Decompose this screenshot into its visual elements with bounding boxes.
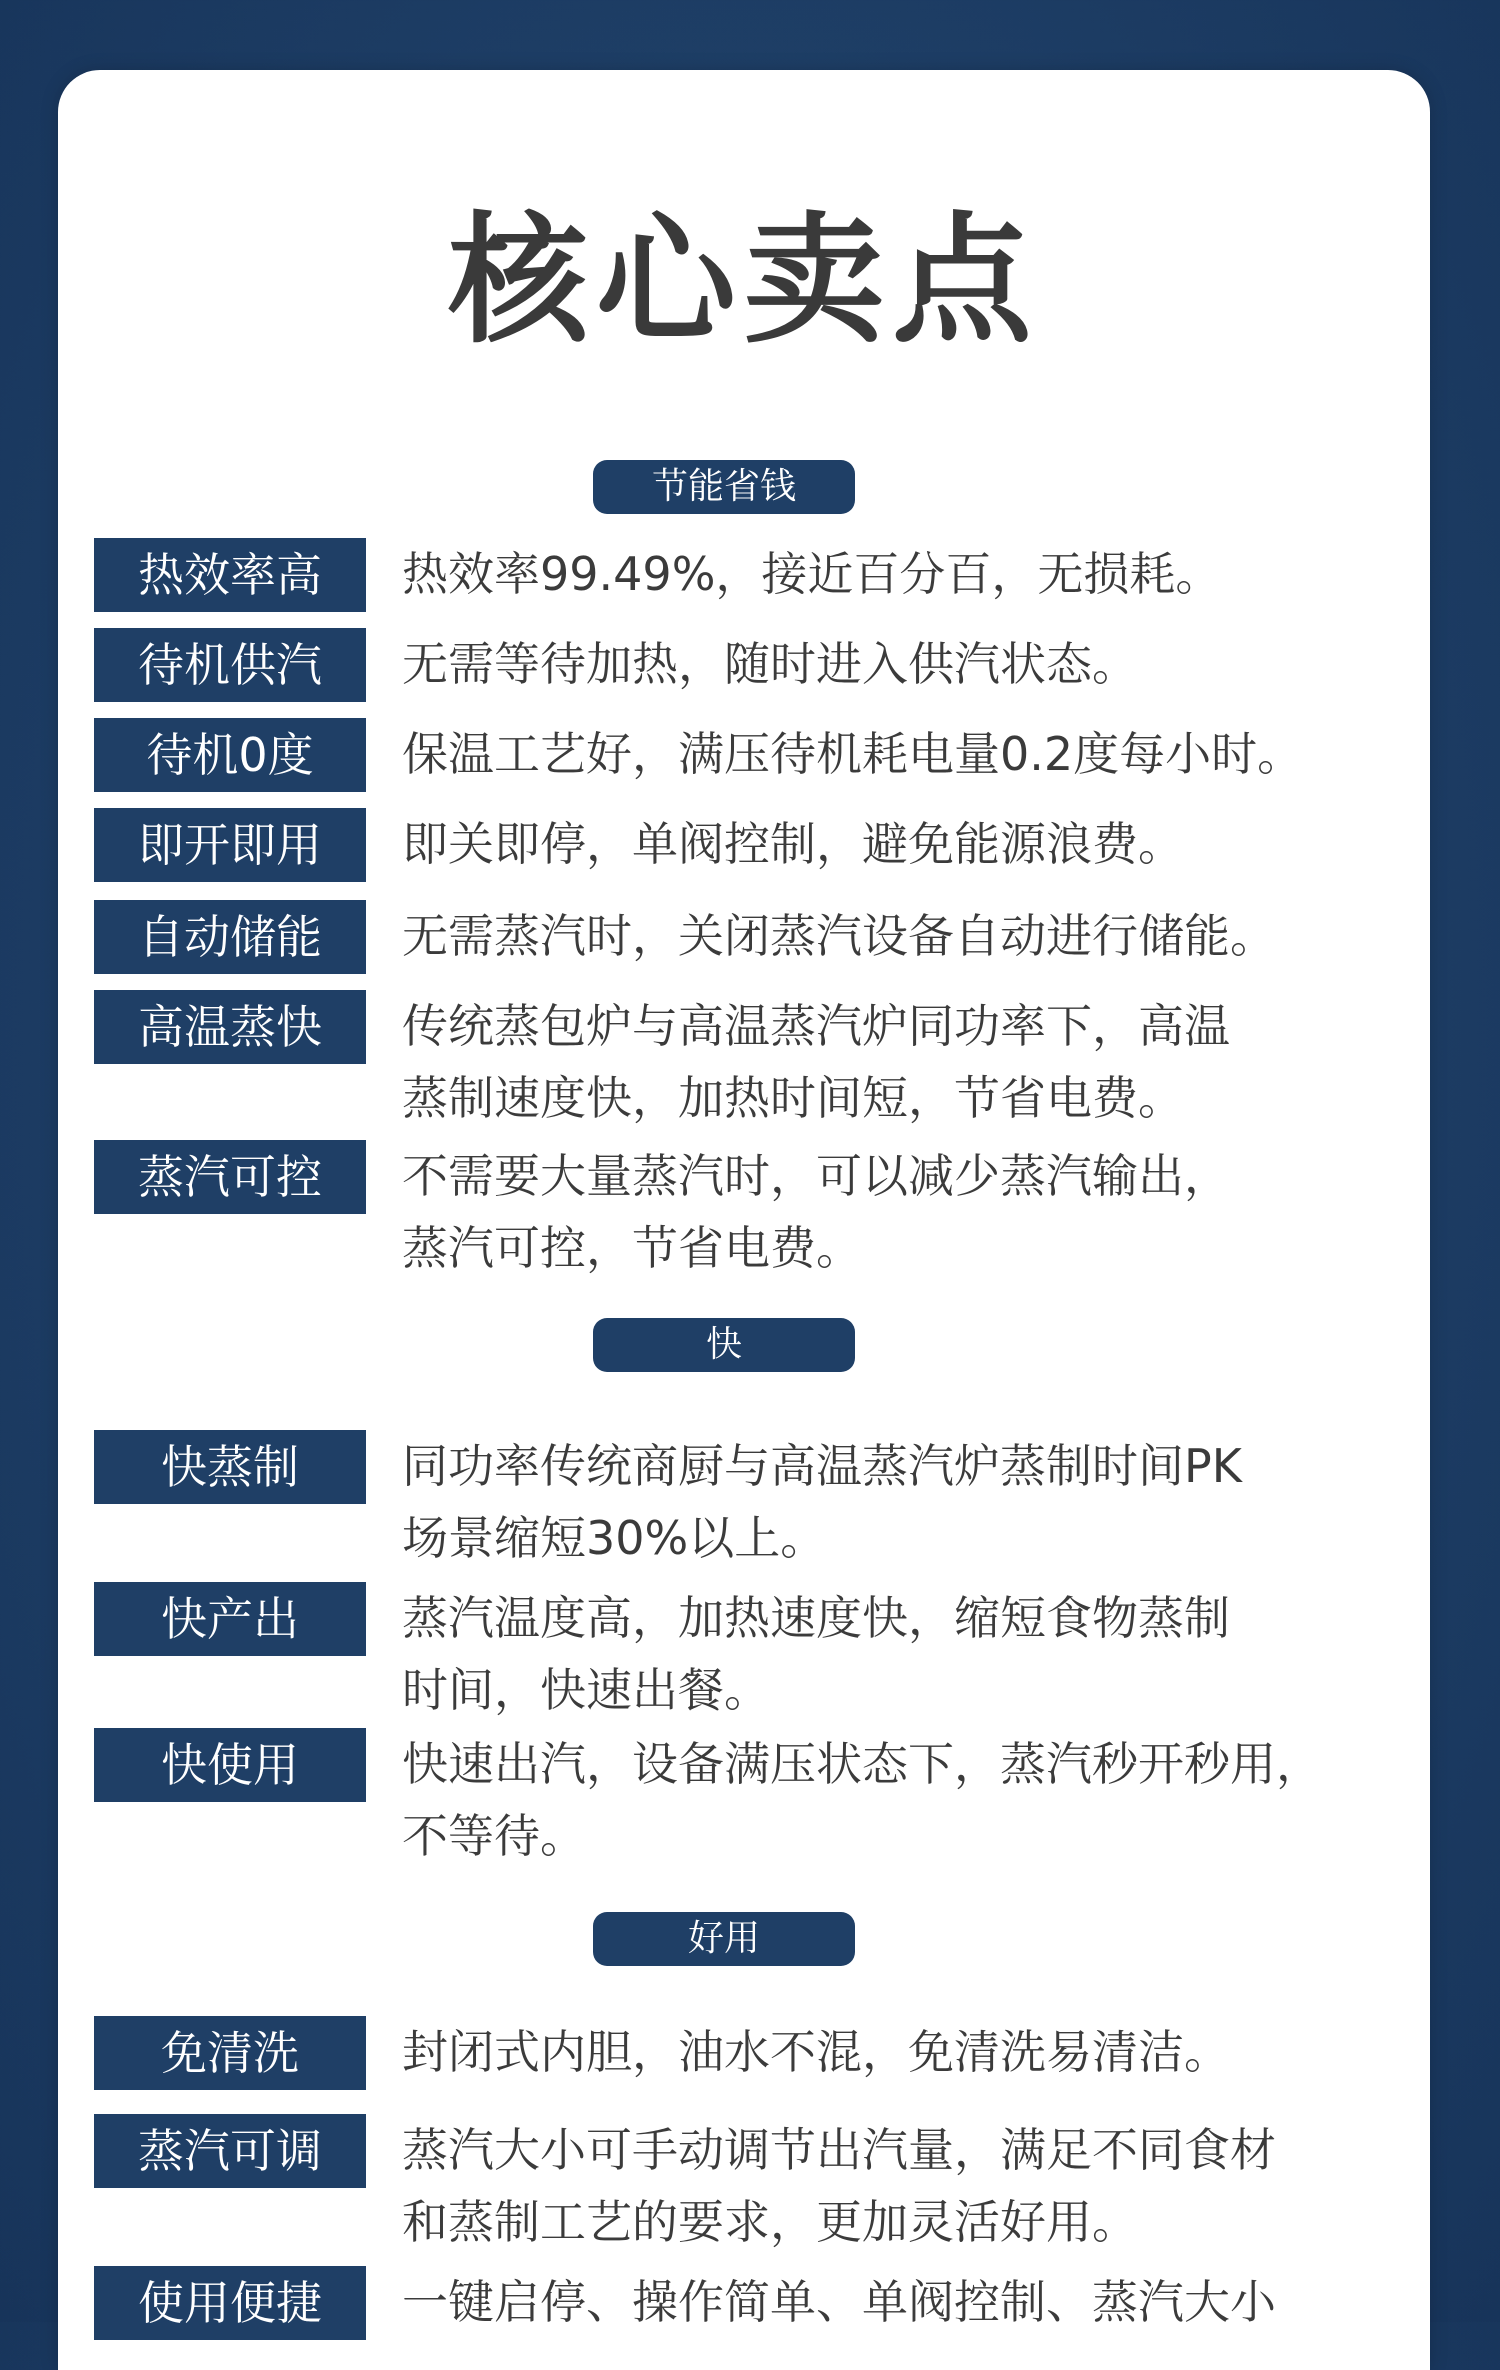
feature-label: 免清洗	[94, 2016, 366, 2090]
feature-description: 保温工艺好，满压待机耗电量0.2度每小时。	[402, 727, 1304, 781]
feature-label: 快使用	[94, 1728, 366, 1802]
feature-label: 高温蒸快	[94, 990, 366, 1064]
feature-label: 使用便捷	[94, 2266, 366, 2340]
feature-description: 蒸汽温度高，加热速度快，缩短食物蒸制 时间，快速出餐。	[402, 1591, 1230, 1717]
feature-label: 即开即用	[94, 808, 366, 882]
feature-description: 快速出汽，设备满压状态下，蒸汽秒开秒用， 不等待。	[402, 1737, 1322, 1863]
feature-description: 封闭式内胆，油水不混，免清洗易清洁。	[402, 2025, 1230, 2079]
feature-description: 无需等待加热，随时进入供汽状态。	[402, 637, 1138, 691]
feature-description: 一键启停、操作简单、单阀控制、蒸汽大小	[402, 2275, 1276, 2329]
feature-label: 自动储能	[94, 900, 366, 974]
feature-label: 快蒸制	[94, 1430, 366, 1504]
selling-points-card	[58, 70, 1430, 2370]
feature-label: 待机供汽	[94, 628, 366, 702]
feature-description: 蒸汽大小可手动调节出汽量，满足不同食材 和蒸制工艺的要求，更加灵活好用。	[402, 2123, 1276, 2249]
feature-label: 热效率高	[94, 538, 366, 612]
feature-description: 即关即停，单阀控制，避免能源浪费。	[402, 817, 1184, 871]
feature-description: 热效率99.49%，接近百分百，无损耗。	[402, 547, 1222, 601]
page-title: 核心卖点	[447, 200, 1040, 363]
feature-description: 不需要大量蒸汽时，可以减少蒸汽输出， 蒸汽可控，节省电费。	[402, 1149, 1230, 1275]
feature-description: 同功率传统商厨与高温蒸汽炉蒸制时间PK 场景缩短30%以上。	[402, 1439, 1242, 1565]
section-heading-fast: 快	[593, 1318, 855, 1372]
feature-label: 快产出	[94, 1582, 366, 1656]
section-heading-easy-to-use: 好用	[593, 1912, 855, 1966]
feature-description: 无需蒸汽时，关闭蒸汽设备自动进行储能。	[402, 909, 1276, 963]
feature-label: 待机0度	[94, 718, 366, 792]
feature-description: 传统蒸包炉与高温蒸汽炉同功率下，高温 蒸制速度快，加热时间短，节省电费。	[402, 999, 1230, 1125]
feature-label: 蒸汽可控	[94, 1140, 366, 1214]
feature-label: 蒸汽可调	[94, 2114, 366, 2188]
section-heading-energy-saving: 节能省钱	[593, 460, 855, 514]
